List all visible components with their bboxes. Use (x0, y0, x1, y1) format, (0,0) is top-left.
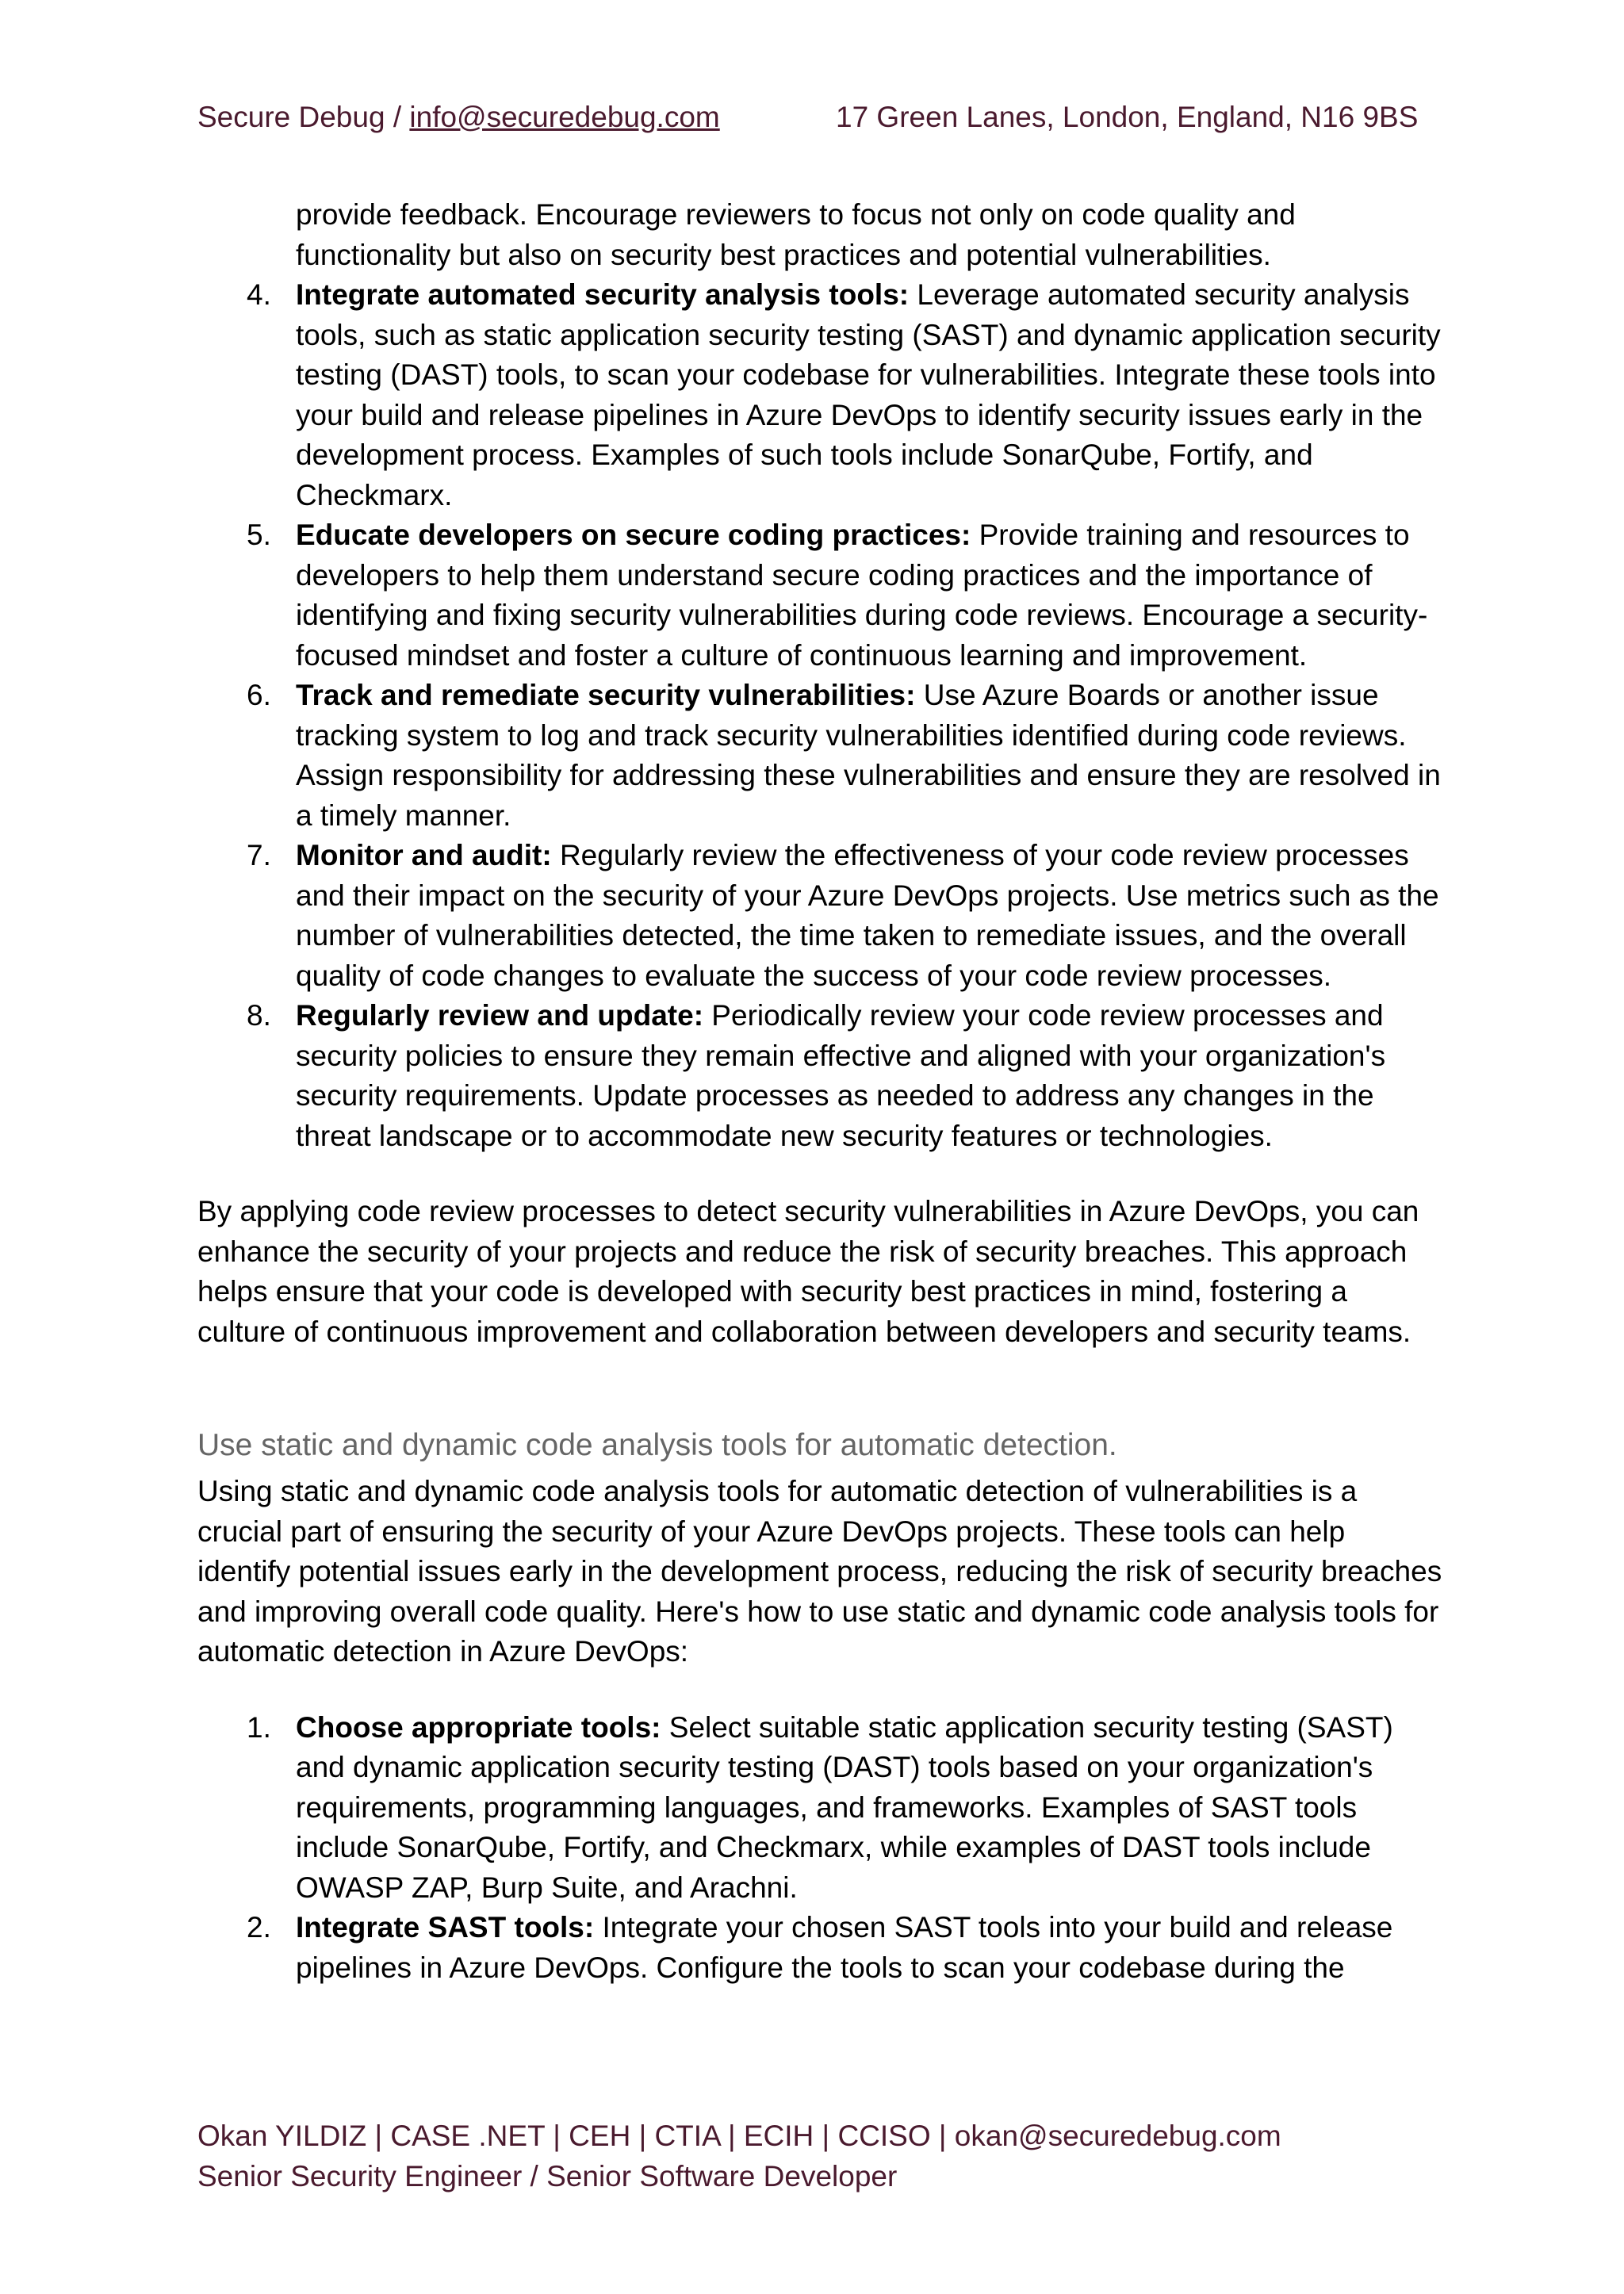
list-number: 8. (247, 999, 271, 1032)
list-item-title: Educate developers on secure coding practices: (296, 519, 971, 551)
list-item-title: Track and remediate security vulnerabilities: (296, 679, 916, 711)
section-heading: Use static and dynamic code analysis tools for automatic detection. (197, 1428, 1117, 1462)
list-item (197, 1708, 1442, 1909)
security-steps-list (197, 275, 1442, 1156)
list-item (197, 515, 1442, 676)
header-separator: / (385, 101, 410, 133)
list-item-text: Provide training and resources to developers to help them understand secure coding practices and the importance of identifying and fixing security vulnerabilities during code reviews. Encourage a security-focused mindset and foster a culture of continuous learning and improvement. (296, 519, 1428, 672)
footer-role-line: Senior Security Engineer / Senior Software Developer (197, 2160, 898, 2193)
page-footer (197, 2116, 1466, 2196)
list-item-title: Monitor and audit: (296, 839, 552, 871)
list-number: 7. (247, 839, 271, 871)
header-address: 17 Green Lanes, London, England, N16 9BS (836, 101, 1419, 133)
list-item-text: Periodically review your code review processes and security policies to ensure they remain effective and aligned with your organization's security requirements. Update processes as needed to address any changes in the threat landscape or to accommodate new security features or technologies. (296, 999, 1386, 1152)
list-item-text: Select suitable static application security testing (SAST) and dynamic application security testing (DAST) tools based on your organization's requirements, programming languages, and frameworks. Examples of SAST tools include SonarQube, Fortify, and Checkmarx, while examples of DAST tools include OWASP ZAP, Burp Suite, and Arachni. (296, 1710, 1393, 1904)
list-item-title: Integrate automated security analysis tools: (296, 278, 910, 311)
page-body (197, 195, 1442, 1988)
list-item (197, 275, 1442, 515)
list-item (197, 996, 1442, 1156)
header-email-link[interactable]: info@securedebug.com (409, 101, 720, 133)
list-item-text: Use Azure Boards or another issue tracking system to log and track security vulnerabilities identified during code reviews. Assign responsibility for addressing these vulnerabilities and ensure they are resolved in a timely manner. (296, 679, 1441, 832)
list-item (197, 836, 1442, 996)
continued-list-text: provide feedback. Encourage reviewers to focus not only on code quality and functionality but also on security best practices and potential vulnerabilities. (296, 198, 1296, 271)
list-item-title: Regularly review and update: (296, 999, 704, 1032)
list-number: 1. (247, 1710, 271, 1744)
list-item (197, 1908, 1442, 1988)
header-company-line (197, 95, 720, 140)
list-number: 2. (247, 1911, 271, 1944)
list-item-text: Leverage automated security analysis tools, such as static application security testing (SAST) and dynamic application security testing (DAST) tools, to scan your codebase for vulnerabilities. Integrate these tools into your build and release pipelines in Azure DevOps to identify security issues early in the development process. Examples of such tools include SonarQube, Fortify, and Checkmarx. (296, 278, 1441, 511)
list-item (197, 676, 1442, 836)
list-item-title: Integrate SAST tools: (296, 1911, 595, 1944)
list-number: 5. (247, 519, 271, 551)
list-item-text: Integrate your chosen SAST tools into your build and release pipelines in Azure DevOps. Configure the tools to scan your codebase during the (296, 1911, 1393, 1984)
footer-author-line: Okan YILDIZ | CASE .NET | CEH | CTIA | ECIH | CCISO | okan@securedebug.com (197, 2120, 1281, 2152)
list-number: 4. (247, 278, 271, 311)
list-number: 6. (247, 679, 271, 711)
header-company: Secure Debug (197, 101, 385, 133)
list-item-text: Regularly review the effectiveness of your code review processes and their impact on the security of your Azure DevOps projects. Use metrics such as the number of vulnerabilities detected, the time taken to remediate issues, and the overall quality of code changes to evaluate the success of your code review processes. (296, 839, 1439, 992)
list-item-title: Choose appropriate tools: (296, 1710, 661, 1744)
intro-paragraph: Using static and dynamic code analysis tools for automatic detection of vulnerabilities is a crucial part of ensuring the security of your Azure DevOps projects. These tools can help identify potential issues early in the development process, reducing the risk of security breaches and improving overall code quality. Here's how to use static and dynamic code analysis tools for automatic detection in Azure DevOps: (197, 1475, 1442, 1668)
conclusion-paragraph: By applying code review processes to detect security vulnerabilities in Azure DevOps, you can enhance the security of your projects and reduce the risk of security breaches. This approach helps ensure that your code is developed with security best practices in mind, fostering a culture of continuous improvement and collaboration between developers and security teams. (197, 1195, 1419, 1348)
analysis-tools-list (197, 1708, 1442, 1989)
